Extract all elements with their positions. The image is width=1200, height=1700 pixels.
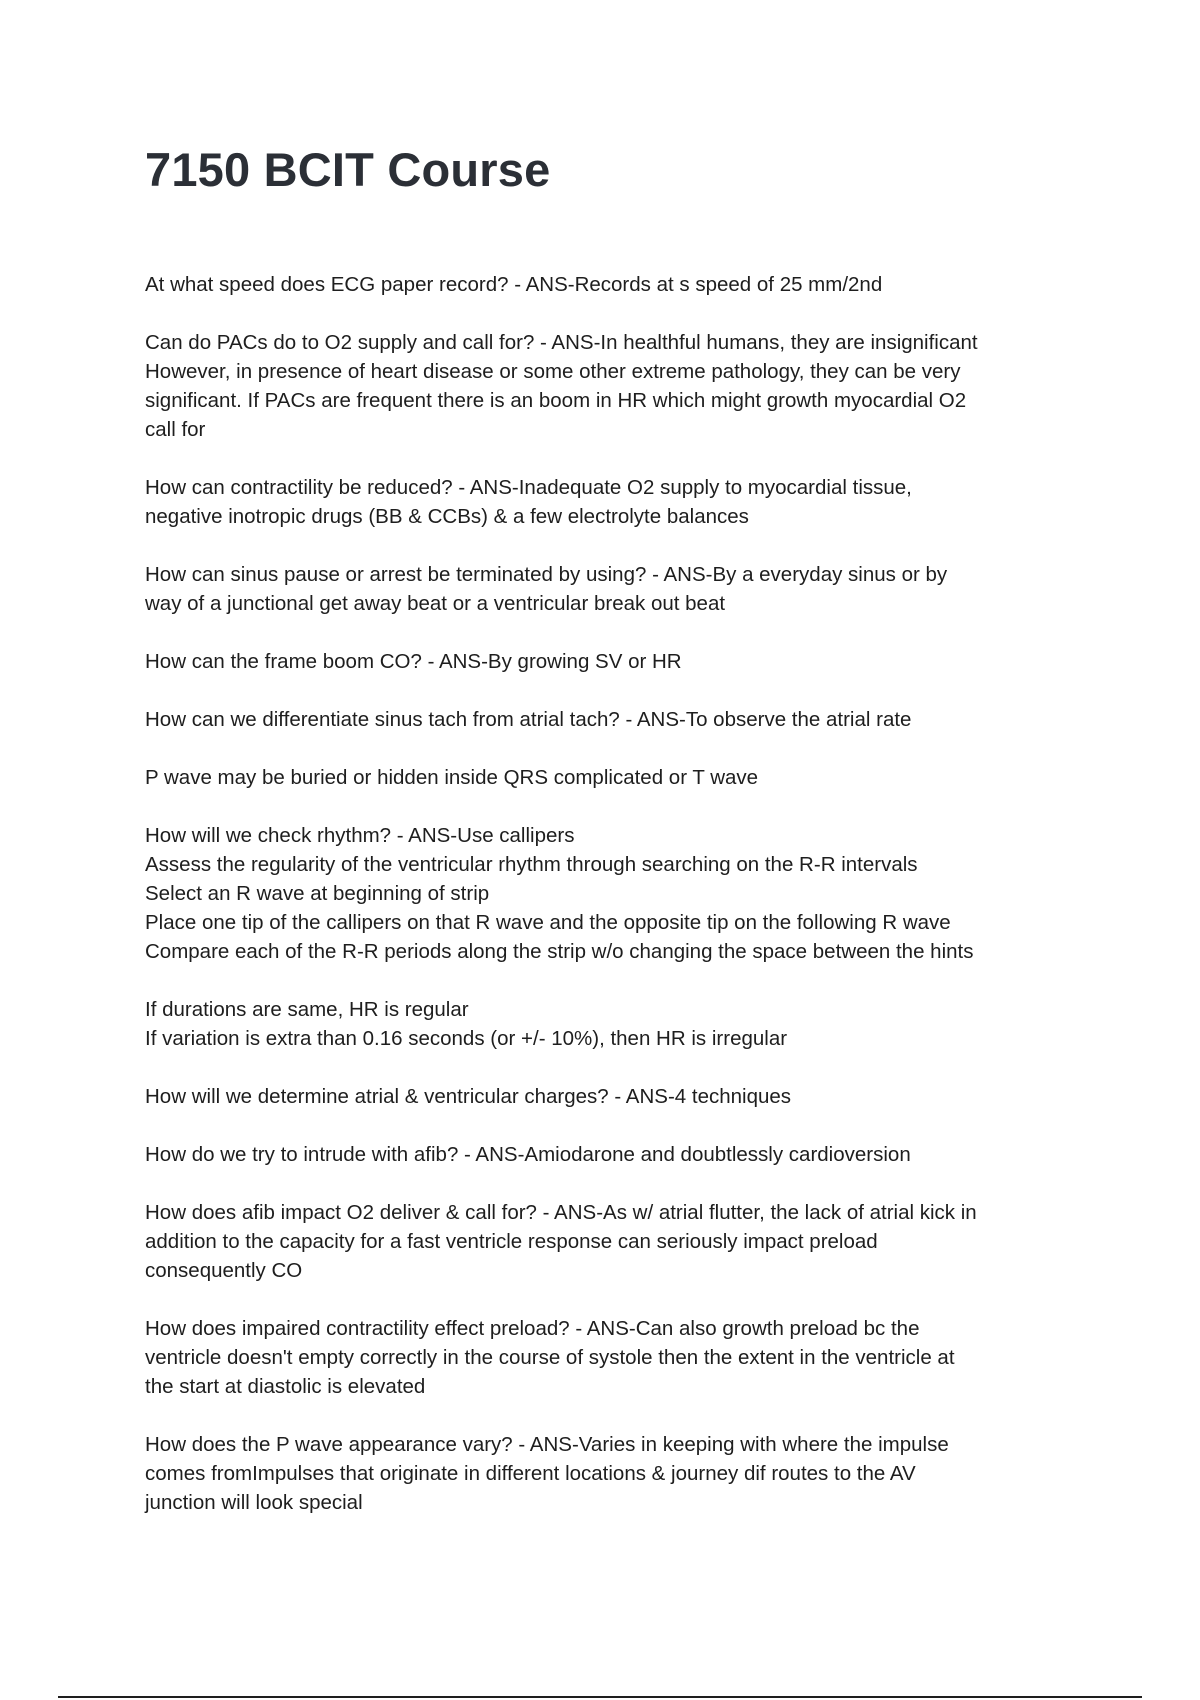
text-line: At what speed does ECG paper record? - ANS-Records at s speed of 25 mm/2nd [145,273,883,296]
qa-paragraph [145,821,1065,966]
qa-paragraph [145,1082,1065,1111]
text-line: How will we check rhythm? - ANS-Use callipers [145,824,575,847]
qa-paragraph [145,328,1065,444]
text-line: Place one tip of the callipers on that R wave and the opposite tip on the following R wave [145,911,951,934]
text-line: How does impaired contractility effect preload? - ANS-Can also growth preload bc the [145,1317,920,1340]
text-line: call for [145,418,206,441]
text-line: addition to the capacity for a fast ventricle response can seriously impact preload [145,1230,878,1253]
text-line: How will we determine atrial & ventricular charges? - ANS-4 techniques [145,1085,792,1108]
text-line: comes fromImpulses that originate in different locations & journey dif routes to the AV [145,1462,916,1485]
qa-paragraph [145,560,1065,618]
text-line: way of a junctional get away beat or a ventricular break out beat [145,592,726,615]
text-line: How does the P wave appearance vary? - ANS-Varies in keeping with where the impulse [145,1433,949,1456]
qa-paragraph [145,647,1065,676]
text-line: How do we try to intrude with afib? - ANS-Amiodarone and doubtlessly cardioversion [145,1143,911,1166]
qa-paragraph [145,1430,1065,1517]
text-line: negative inotropic drugs (BB & CCBs) & a few electrolyte balances [145,505,749,528]
document-body [145,270,1065,1546]
text-line: consequently CO [145,1259,303,1282]
qa-paragraph [145,705,1065,734]
qa-paragraph [145,270,1065,299]
qa-paragraph [145,473,1065,531]
qa-paragraph [145,995,1065,1053]
text-line: How can sinus pause or arrest be terminated by using? - ANS-By a everyday sinus or by [145,563,948,586]
text-line: How can the frame boom CO? - ANS-By growing SV or HR [145,650,682,673]
text-line: Assess the regularity of the ventricular rhythm through searching on the R-R intervals [145,853,918,876]
text-line: How does afib impact O2 deliver & call for? - ANS-As w/ atrial flutter, the lack of atrial kick in [145,1201,977,1224]
text-line: How can contractility be reduced? - ANS-Inadequate O2 supply to myocardial tissue, [145,476,912,499]
qa-paragraph [145,1198,1065,1285]
text-line: If variation is extra than 0.16 seconds (or +/- 10%), then HR is irregular [145,1027,788,1050]
qa-paragraph [145,1314,1065,1401]
footer-divider [58,1696,1142,1698]
page-title: 7150 BCIT Course [145,143,551,196]
text-line: Compare each of the R-R periods along the strip w/o changing the space between the hints [145,940,974,963]
qa-paragraph [145,763,1065,792]
qa-paragraph [145,1140,1065,1169]
text-line: the start at diastolic is elevated [145,1375,426,1398]
text-line: significant. If PACs are frequent there is an boom in HR which might growth myocardial O2 [145,389,967,412]
text-line: If durations are same, HR is regular [145,998,469,1021]
text-line: P wave may be buried or hidden inside QRS complicated or T wave [145,766,759,789]
text-line: junction will look special [145,1491,363,1514]
text-line: Select an R wave at beginning of strip [145,882,490,905]
text-line: How can we differentiate sinus tach from atrial tach? - ANS-To observe the atrial rate [145,708,912,731]
text-line: ventricle doesn't empty correctly in the course of systole then the extent in the ventricle at [145,1346,955,1369]
text-line: However, in presence of heart disease or some other extreme pathology, they can be very [145,360,961,383]
text-line: Can do PACs do to O2 supply and call for? - ANS-In healthful humans, they are insignificant [145,331,978,354]
